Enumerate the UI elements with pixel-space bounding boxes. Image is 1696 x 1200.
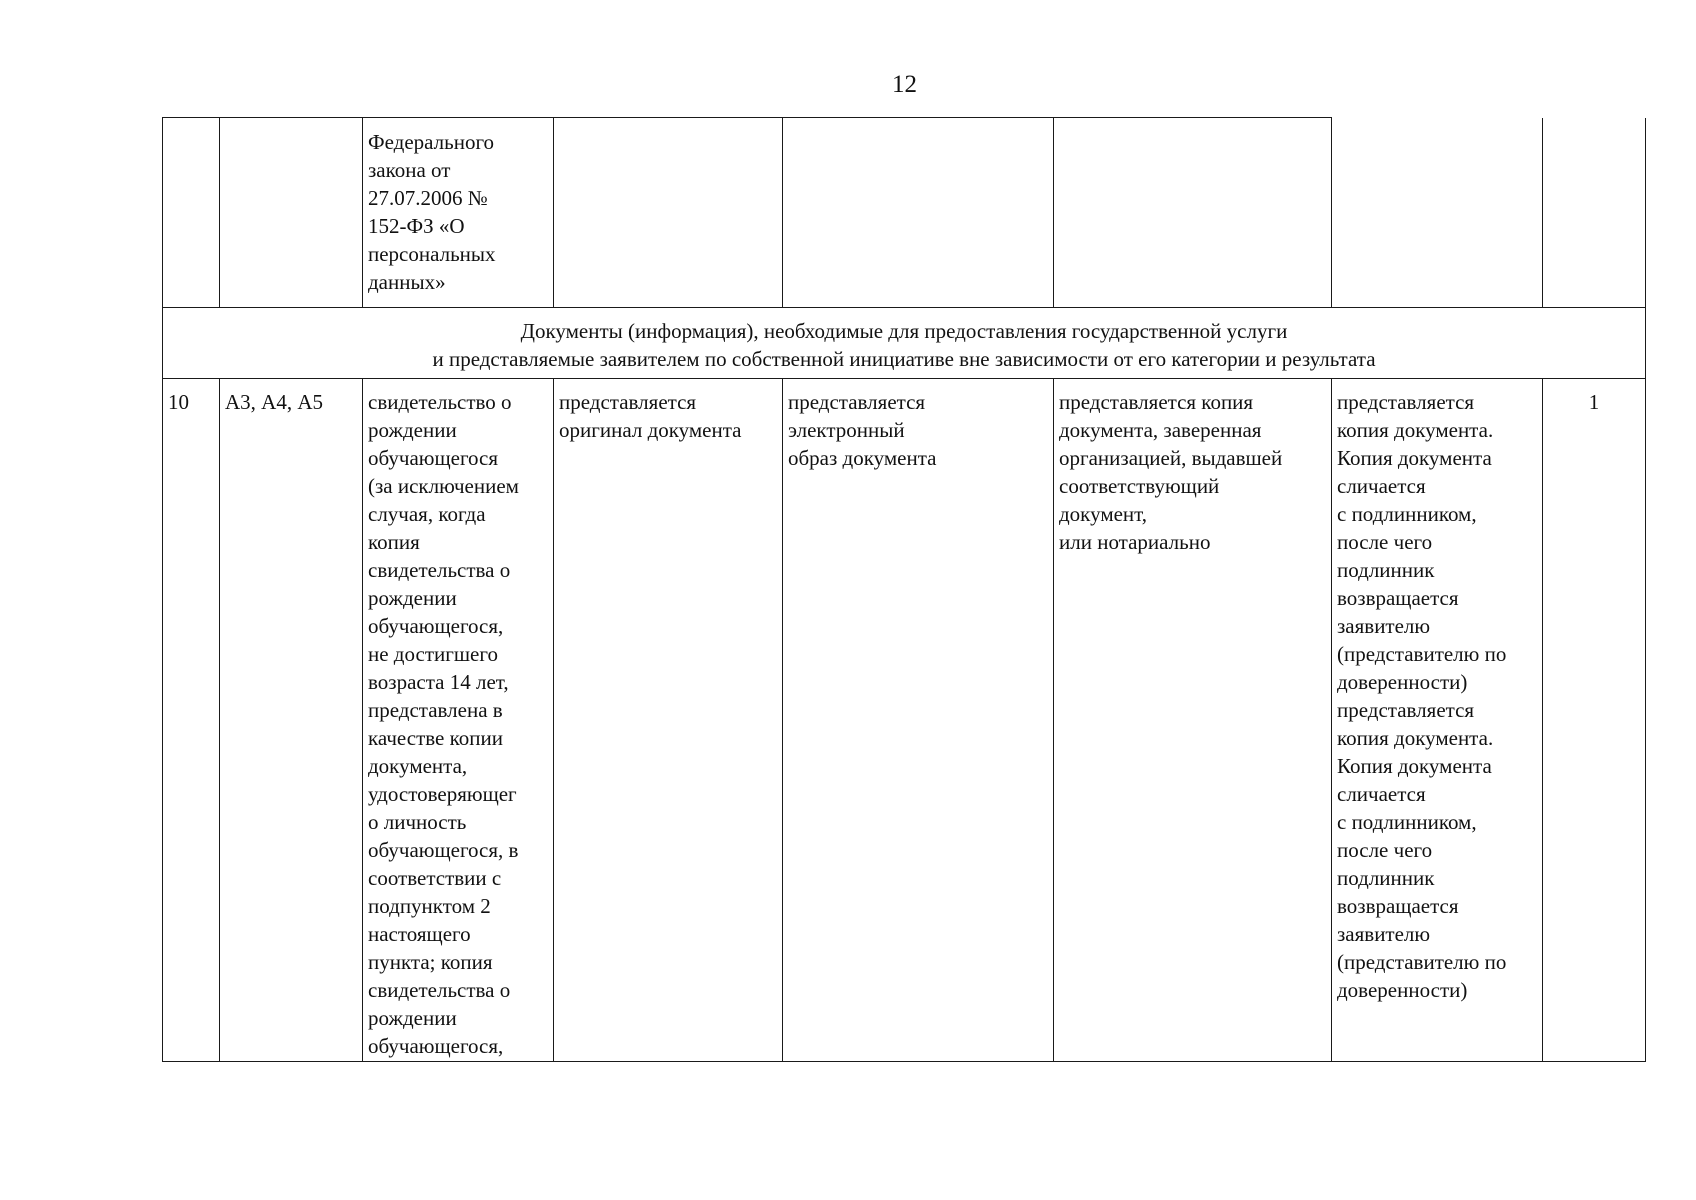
- cell-number: 10: [163, 379, 220, 1062]
- page-number: 12: [892, 71, 917, 98]
- section-header-line-1: Документы (информация), необходимые для предоставления государственной услуги: [520, 319, 1288, 343]
- cell-document-name: [363, 379, 554, 1062]
- cell-document-name: [363, 118, 554, 308]
- cell-by-mail: [1054, 118, 1332, 308]
- section-header-row: [163, 308, 1646, 379]
- documents-table: [162, 117, 1646, 1062]
- table-row-continuation: [163, 118, 1646, 308]
- cell-count: 1: [1543, 379, 1646, 1062]
- cell-categories: [220, 118, 363, 308]
- cell-by-mail: [1054, 379, 1332, 1062]
- electronic-text: представляется электронный образ документа: [788, 390, 937, 470]
- in-person-text: представляется оригинал документа: [559, 390, 742, 442]
- by-mail-text: представляется копия документа, заверенная организацией, выдавшей соответствующий документ, или нотариально: [1059, 390, 1283, 554]
- document-name-text: Федерального закона от 27.07.2006 № 152-ФЗ «О персональных данных»: [368, 130, 496, 294]
- cell-in-person: [554, 118, 783, 308]
- cell-count: [1543, 118, 1646, 308]
- cell-electronic: [783, 118, 1054, 308]
- table-row: [163, 379, 1646, 1062]
- cell-mfc: [1332, 118, 1543, 308]
- cell-in-person: [554, 379, 783, 1062]
- cell-mfc: [1332, 379, 1543, 1062]
- section-header: [163, 308, 1646, 379]
- document-name-text: свидетельство о рождении обучающегося (за исключением случая, когда копия свидетельства о рождении обучающегося, не достигшего возраста 14 лет, представлена в качестве копии документа, удостоверяющег о личность обучающегося, в соответствии с подпунктом 2 настоящего пункта; копия свидетельства о рождении обучающегося,: [368, 390, 519, 1058]
- section-header-line-2: и представляемые заявителем по собственной инициативе вне зависимости от его категории и результата: [432, 347, 1376, 371]
- cell-number: [163, 118, 220, 308]
- cell-electronic: [783, 379, 1054, 1062]
- cell-categories: А3, А4, А5: [220, 379, 363, 1062]
- mfc-text: представляется копия документа. Копия документа сличается с подлинником, после чего подлинник возвращается заявителю (представителю по доверенности) представляется копия документа. Копия документа сличается с подлинником, после чего подлинник возвращается заявителю (представителю по доверенности): [1337, 390, 1507, 1002]
